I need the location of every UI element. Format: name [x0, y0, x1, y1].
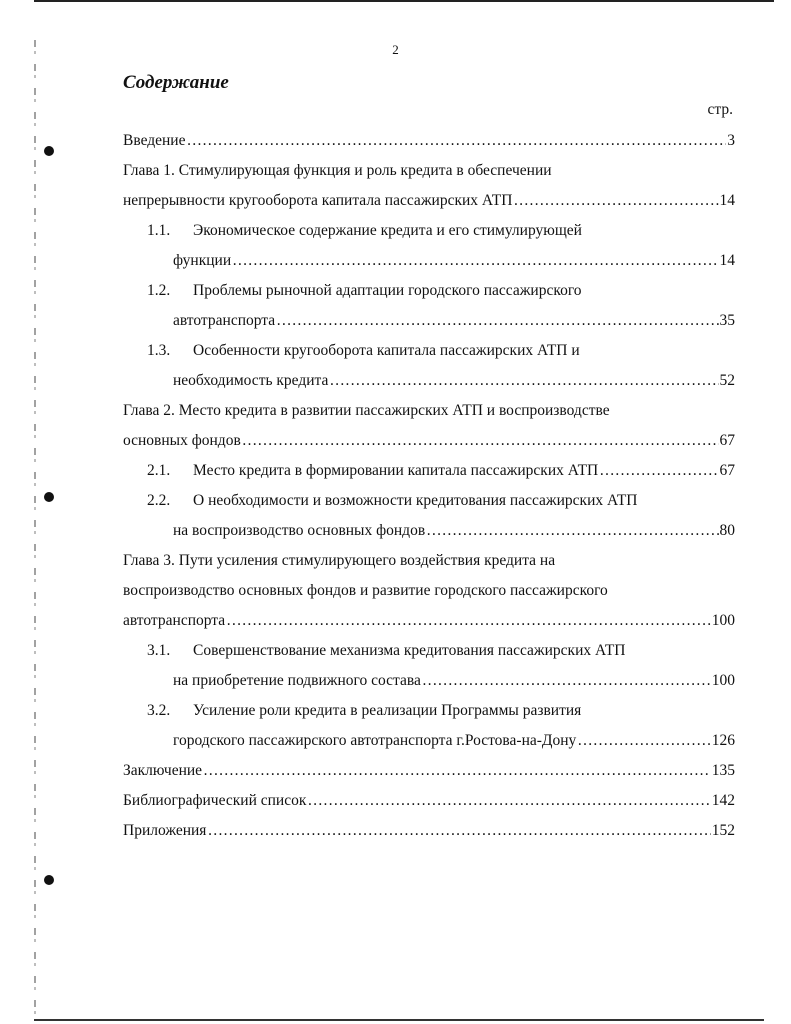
toc-entry-section-1-2[interactable]: 1.2. Проблемы рыночной адаптации городского пассажирского	[147, 282, 582, 299]
page-column-label: стр.	[707, 101, 733, 118]
toc-entry-section-1-3[interactable]: 1.3. Особенности кругооборота капитала пассажирских АТП и	[147, 342, 580, 359]
toc-entry-section-1-1[interactable]: 1.1. Экономическое содержание кредита и его стимулирующей	[147, 222, 582, 239]
toc-entry-appendices[interactable]: Приложения ………………………………………………………………………………………………………………………………………………………………… 152	[123, 816, 735, 846]
toc-page-ref: 100	[711, 612, 735, 629]
toc-entry-chapter-2[interactable]: Глава 2. Место кредита в развитии пассажирских АТП и воспроизводстве	[123, 402, 610, 419]
toc-entry-section-2-1[interactable]: 2.1. Место кредита в формировании капитала пассажирских АТП ………………………………………………………………………………………………………………………………………………………………… 67	[123, 456, 735, 486]
toc-page-ref: 152	[711, 822, 735, 839]
toc-entry-conclusion[interactable]: Заключение ………………………………………………………………………………………………………………………………………………………………… 135	[123, 756, 735, 786]
toc-entry-chapter-1[interactable]: Глава 1. Стимулирующая функция и роль кредита в обеспечении	[123, 162, 552, 179]
toc-page-ref: 80	[719, 522, 735, 539]
toc-entry-section-2-2-cont[interactable]: на воспроизводство основных фондов ………………………………………………………………………………………………………………………………………………………………… 80	[123, 516, 735, 546]
scan-left-edge	[34, 40, 36, 1020]
toc-entry-chapter-3-cont[interactable]: воспроизводство основных фондов и развитие городского пассажирского	[123, 582, 608, 599]
toc-entry-chapter-2-cont[interactable]: основных фондов ………………………………………………………………………………………………………………………………………………………………… 67	[123, 426, 735, 456]
toc-entry-section-3-1-cont[interactable]: на приобретение подвижного состава ………………………………………………………………………………………………………………………………………………………………… 100	[123, 666, 735, 696]
binder-hole-mark	[44, 875, 54, 885]
toc-entry-chapter-1-cont[interactable]: непрерывности кругооборота капитала пассажирских АТП ………………………………………………………………………………………………………………………………………………………………… 14	[123, 186, 735, 216]
scan-bottom-edge	[34, 1019, 764, 1021]
table-of-contents	[123, 126, 735, 846]
toc-entry-section-1-1-cont[interactable]: функции ………………………………………………………………………………………………………………………………………………………………… 14	[123, 246, 735, 276]
toc-entry-chapter-3-cont-2[interactable]: автотранспорта ………………………………………………………………………………………………………………………………………………………………… 100	[123, 606, 735, 636]
scan-top-edge	[34, 0, 774, 2]
toc-page-ref: 67	[719, 432, 735, 449]
toc-entry-section-3-2-cont[interactable]: городского пассажирского автотранспорта г.Ростова-на-Дону ………………………………………………………………………………………………………………………………………………………………… 126	[123, 726, 735, 756]
toc-entry-section-1-2-cont[interactable]: автотранспорта ………………………………………………………………………………………………………………………………………………………………… 35	[123, 306, 735, 336]
toc-entry-chapter-3[interactable]: Глава 3. Пути усиления стимулирующего воздействия кредита на	[123, 552, 556, 569]
toc-page-ref: 35	[719, 312, 735, 329]
toc-entry-section-3-1[interactable]: 3.1. Совершенствование механизма кредитования пассажирских АТП	[147, 642, 626, 659]
toc-entry-section-2-2[interactable]: 2.2. О необходимости и возможности кредитования пассажирских АТП	[147, 492, 638, 509]
toc-entry-section-3-2[interactable]: 3.2. Усиление роли кредита в реализации Программы развития	[147, 702, 582, 719]
binder-hole-mark	[44, 492, 54, 502]
toc-entry-introduction[interactable]: Введение ………………………………………………………………………………………………………………………………………………………………… 3	[123, 126, 735, 156]
toc-page-ref: 126	[711, 732, 735, 749]
toc-page-ref: 14	[719, 252, 735, 269]
toc-entry-section-1-3-cont[interactable]: необходимость кредита ………………………………………………………………………………………………………………………………………………………………… 52	[123, 366, 735, 396]
toc-page-ref: 3	[727, 132, 735, 149]
page-number: 2	[392, 42, 399, 57]
toc-entry-bibliography[interactable]: Библиографический список ………………………………………………………………………………………………………………………………………………………………… 142	[123, 786, 735, 816]
toc-page-ref: 52	[719, 372, 735, 389]
binder-hole-mark	[44, 146, 54, 156]
toc-title: Содержание	[123, 72, 229, 93]
toc-page-ref: 14	[719, 192, 735, 209]
toc-page-ref: 142	[711, 792, 735, 809]
toc-page-ref: 67	[719, 462, 735, 479]
toc-page-ref: 100	[711, 672, 735, 689]
toc-page-ref: 135	[711, 762, 735, 779]
